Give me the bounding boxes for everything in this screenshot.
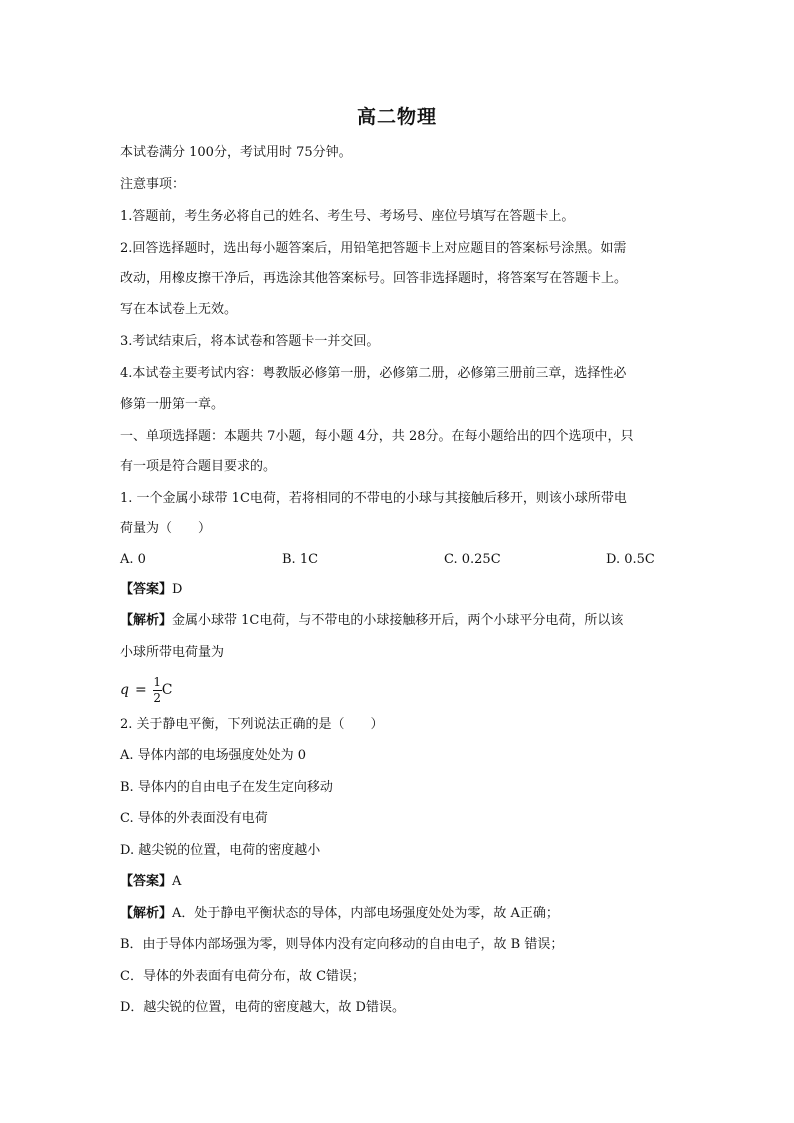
section-1-heading-line-1: 一、单项选择题：本题共 7小题，每小题 4分，共 28分。在每小题给出的四个选项中，只 <box>120 429 634 444</box>
q2-option-b: B. 导体内的自由电子在发生定向移动 <box>120 780 333 795</box>
exam-intro: 本试卷满分 100分，考试用时 75分钟。 <box>120 145 352 160</box>
analysis-label: 【解析】 <box>120 613 173 628</box>
analysis-text: 金属小球带 1C电荷，与不带电的小球接触移开后，两个小球平分电荷，所以该 <box>172 613 624 628</box>
formula-numerator: 1 <box>153 674 162 689</box>
q2-analysis-b: B．由于导体内部场强为零，则导体内没有定向移动的自由电子，故 B 错误； <box>120 937 564 952</box>
analysis-text: A．处于静电平衡状态的导体，内部电场强度处处为零，故 A正确； <box>172 906 559 921</box>
q2-option-c: C. 导体的外表面没有电荷 <box>120 811 268 826</box>
section-1-heading-line-2: 有一项是符合题目要求的。 <box>120 459 277 474</box>
page-title: 高二物理 <box>356 106 437 128</box>
formula-denominator: 2 <box>153 690 162 705</box>
notice-item-2-line-3: 写在本试卷上无效。 <box>120 302 238 317</box>
q2-answer <box>120 873 680 891</box>
q1-option-d: D. 0.5C <box>606 552 655 567</box>
q2-analysis-a <box>120 905 680 923</box>
q2-option-d: D. 越尖锐的位置，电荷的密度越小 <box>120 843 321 858</box>
formula-equals: = <box>134 682 147 698</box>
formula-variable: q <box>120 682 129 698</box>
q1-analysis-line-2: 小球所带电荷量为 <box>120 645 225 660</box>
answer-label: 【答案】 <box>120 582 173 597</box>
q1-analysis-line-1 <box>120 612 680 630</box>
notice-heading: 注意事项： <box>120 177 186 192</box>
analysis-label: 【解析】 <box>120 906 173 921</box>
formula-unit: C <box>161 682 173 698</box>
q1-stem-line-2: 荷量为（ ） <box>120 521 212 536</box>
q1-formula <box>120 670 172 710</box>
answer-value: A <box>172 874 182 889</box>
q1-stem-line-1: 1. 一个金属小球带 1C电荷，若将相同的不带电的小球与其接触后移开，则该小球所带电 <box>120 491 627 506</box>
q2-stem: 2. 关于静电平衡，下列说法正确的是（ ） <box>120 717 384 732</box>
notice-item-3: 3.考试结束后，将本试卷和答题卡一并交回。 <box>120 334 380 349</box>
notice-item-1: 1.答题前，考生务必将自己的姓名、考生号、考场号、座位号填写在答题卡上。 <box>120 209 575 224</box>
q2-analysis-d: D．越尖锐的位置，电荷的密度越大，故 D错误。 <box>120 1000 405 1015</box>
notice-item-2-line-2: 改动，用橡皮擦干净后，再选涂其他答案标号。回答非选择题时，将答案写在答题卡上。 <box>120 271 628 286</box>
notice-item-4-line-2: 修第一册第一章。 <box>120 397 225 412</box>
answer-label: 【答案】 <box>120 874 173 889</box>
q1-answer <box>120 581 680 599</box>
q2-analysis-c: C．导体的外表面有电荷分布，故 C错误； <box>120 969 366 984</box>
q1-option-a: A. 0 <box>120 552 146 567</box>
notice-item-2-line-1: 2.回答选择题时，选出每小题答案后，用铅笔把答题卡上对应题目的答案标号涂黑。如需 <box>120 241 627 256</box>
q2-option-a: A. 导体内部的电场强度处处为 0 <box>120 748 307 763</box>
q1-option-b: B. 1C <box>282 552 319 567</box>
notice-item-4-line-1: 4.本试卷主要考试内容：粤教版必修第一册，必修第二册，必修第三册前三章，选择性必 <box>120 366 627 381</box>
formula-fraction <box>153 675 162 706</box>
answer-value: D <box>172 582 183 597</box>
q1-option-c: C. 0.25C <box>444 552 501 567</box>
